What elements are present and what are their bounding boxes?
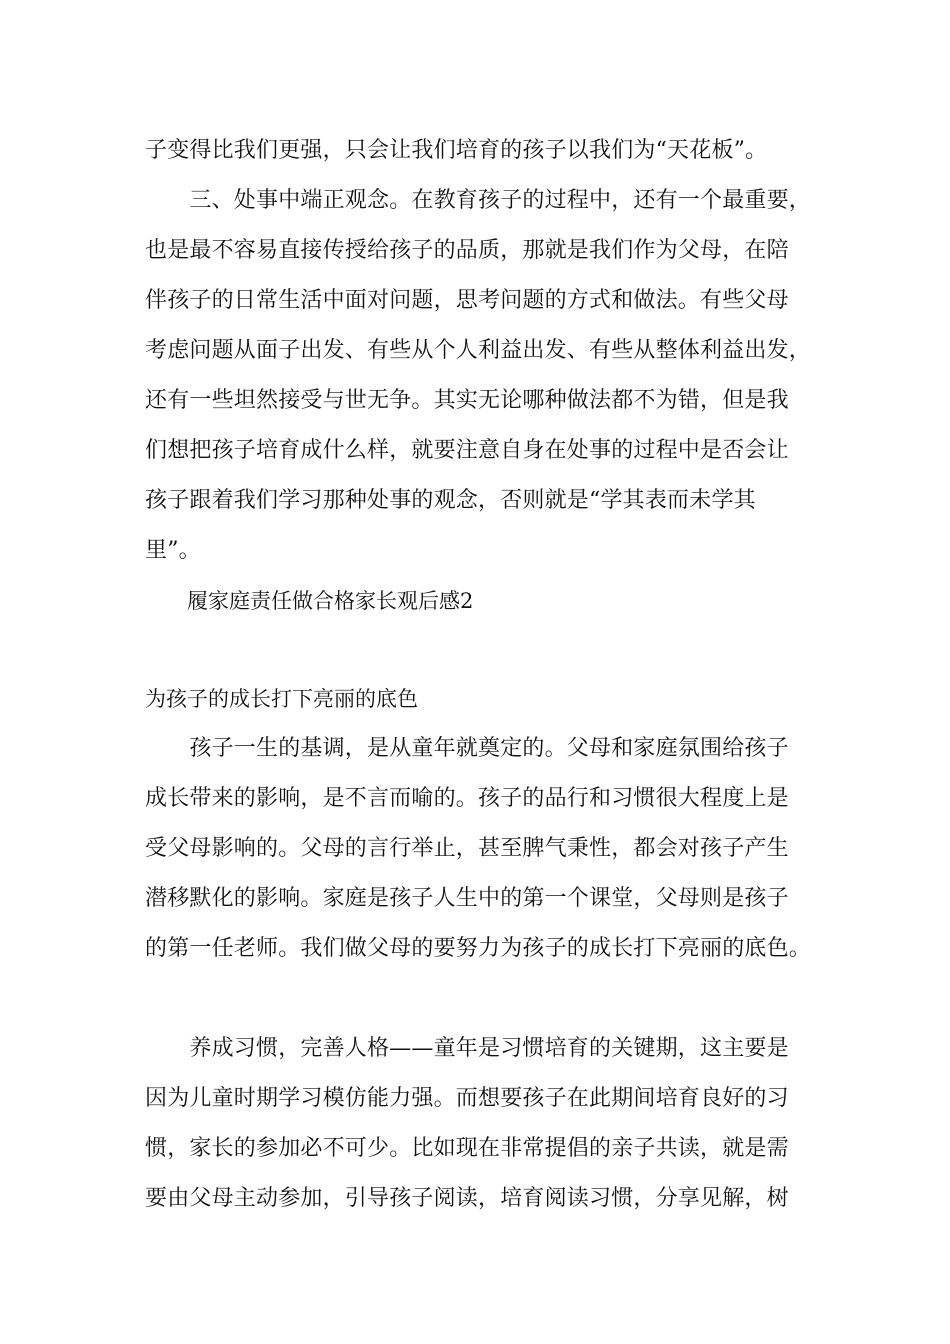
paragraph-line: 惯，家长的参加必不可少。比如现在非常提倡的亲子共读，就是需 <box>145 1136 789 1161</box>
paragraph-line: 子变得比我们更强，只会让我们培育的孩子以我们为“天花板”。 <box>145 138 768 163</box>
paragraph-line: 里”。 <box>145 538 201 563</box>
paragraph-line: 也是最不容易直接传授给孩子的品质，那就是我们作为父母，在陪 <box>145 238 789 263</box>
paragraph-line: 受父母影响的。父母的言行举止，甚至脾气秉性，都会对孩子产生 <box>145 836 789 861</box>
paragraph-line: 的第一任老师。我们做父母的要努力为孩子的成长打下亮丽的底色。 <box>145 936 812 961</box>
paragraph-line: 因为儿童时期学习模仿能力强。而想要孩子在此期间培育良好的习 <box>145 1086 789 1111</box>
section-title: 履家庭责任做合格家长观后感2 <box>145 589 474 613</box>
paragraph-line: 要由父母主动参加，引导孩子阅读，培育阅读习惯，分享见解，树 <box>145 1186 789 1211</box>
paragraph-line: 考虑问题从面子出发、有些从个人利益出发、有些从整体利益出发， <box>145 338 812 363</box>
paragraph-line: 三、处事中端正观念。在教育孩子的过程中，还有一个最重要， <box>145 188 812 213</box>
paragraph-line: 潜移默化的影响。家庭是孩子人生中的第一个课堂，父母则是孩子 <box>145 886 789 911</box>
paragraph-line: 孩子跟着我们学习那种处事的观念，否则就是“学其表而未学其 <box>145 488 756 513</box>
paragraph-line: 养成习惯，完善人格——童年是习惯培育的关键期，这主要是 <box>145 1036 789 1061</box>
paragraph-line: 孩子一生的基调，是从童年就奠定的。父母和家庭氛围给孩子 <box>145 736 789 761</box>
paragraph-line: 成长带来的影响，是不言而喻的。孩子的品行和习惯很大程度上是 <box>145 786 789 811</box>
paragraph-line: 还有一些坦然接受与世无争。其实无论哪种做法都不为错，但是我 <box>145 388 789 413</box>
paragraph-line: 伴孩子的日常生活中面对问题，思考问题的方式和做法。有些父母 <box>145 288 789 313</box>
subtitle: 为孩子的成长打下亮丽的底色 <box>145 687 418 711</box>
paragraph-line: 们想把孩子培育成什么样，就要注意自身在处事的过程中是否会让 <box>145 438 789 463</box>
